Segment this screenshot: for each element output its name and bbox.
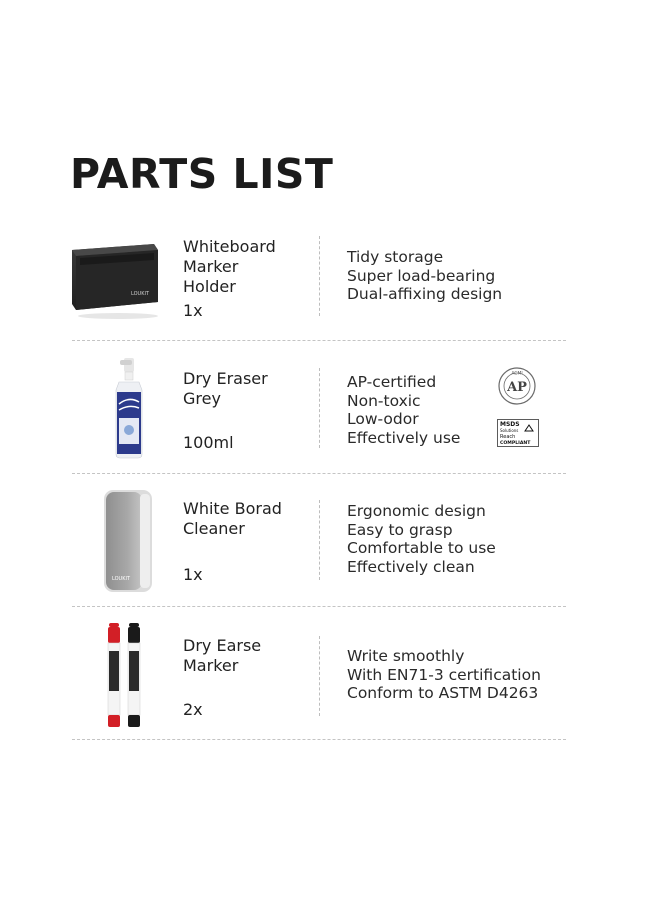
part-quantity: 100ml — [183, 433, 234, 452]
marker-holder-image — [66, 240, 162, 320]
feature-item: Write smoothly — [347, 647, 465, 665]
feature-item: Easy to grasp — [347, 520, 453, 539]
feature-item: Non-toxic — [347, 391, 421, 410]
markers-image — [104, 623, 144, 731]
part-name-line: Whiteboard — [183, 237, 276, 256]
row-divider — [72, 739, 566, 740]
part-name — [183, 369, 268, 409]
msds-reach-compliant-badge-icon — [497, 419, 539, 447]
feature-item: Effectively clean — [347, 557, 475, 576]
part-quantity: 2x — [183, 700, 203, 719]
part-quantity: 1x — [183, 565, 203, 584]
part-name-line: Marker — [183, 257, 239, 276]
feature-item: Tidy storage — [347, 248, 444, 266]
feature-item: Comfortable to use — [347, 539, 496, 557]
seal-ap-text: AP — [507, 380, 527, 395]
vertical-divider — [319, 500, 320, 580]
row-divider — [72, 473, 566, 474]
board-eraser-image — [100, 488, 158, 596]
vertical-divider — [319, 368, 320, 448]
part-name — [183, 499, 282, 539]
feature-item: Ergonomic design — [347, 502, 486, 520]
feature-item: Effectively use — [347, 428, 461, 447]
part-name-line: Cleaner — [183, 519, 245, 538]
eraser-brand-label: LOUKIT — [112, 576, 131, 582]
feature-item: Conform to ASTM D4263 — [347, 684, 539, 702]
row-divider — [72, 606, 566, 607]
reach-text: Reach — [500, 434, 516, 440]
feature-list — [347, 502, 496, 576]
feature-item: Low-odor — [347, 410, 419, 428]
seal-ring-text: ACMI — [511, 371, 523, 377]
part-name — [183, 636, 261, 676]
part-name-line: Dry Eraser — [183, 369, 268, 388]
part-name-line: White Borad — [183, 499, 282, 518]
holder-brand-label: LOUKIT — [131, 291, 150, 297]
part-quantity: 1x — [183, 301, 203, 320]
feature-item: Super load-bearing — [347, 266, 496, 285]
msds-text: MSDS — [500, 421, 520, 428]
part-name-line: Holder — [183, 277, 236, 296]
feature-list — [347, 248, 502, 304]
msds-sub-text: Solutions — [500, 428, 519, 433]
feature-item: Dual-affixing design — [347, 285, 503, 303]
feature-list — [347, 373, 460, 447]
part-name-line: Marker — [183, 656, 239, 675]
page-title: PARTS LIST — [70, 150, 334, 198]
feature-list — [347, 647, 541, 703]
vertical-divider — [319, 236, 320, 316]
feature-item: AP-certified — [347, 373, 437, 391]
part-name-line: Dry Earse — [183, 636, 262, 655]
part-name — [183, 237, 276, 297]
ap-certified-seal-icon — [497, 366, 537, 406]
compliant-text: COMPLIANT — [500, 441, 531, 446]
feature-item: With EN71-3 certification — [347, 665, 541, 684]
part-name-line: Grey — [183, 389, 221, 408]
vertical-divider — [319, 636, 320, 716]
spray-bottle-image — [110, 358, 148, 460]
row-divider — [72, 340, 566, 341]
